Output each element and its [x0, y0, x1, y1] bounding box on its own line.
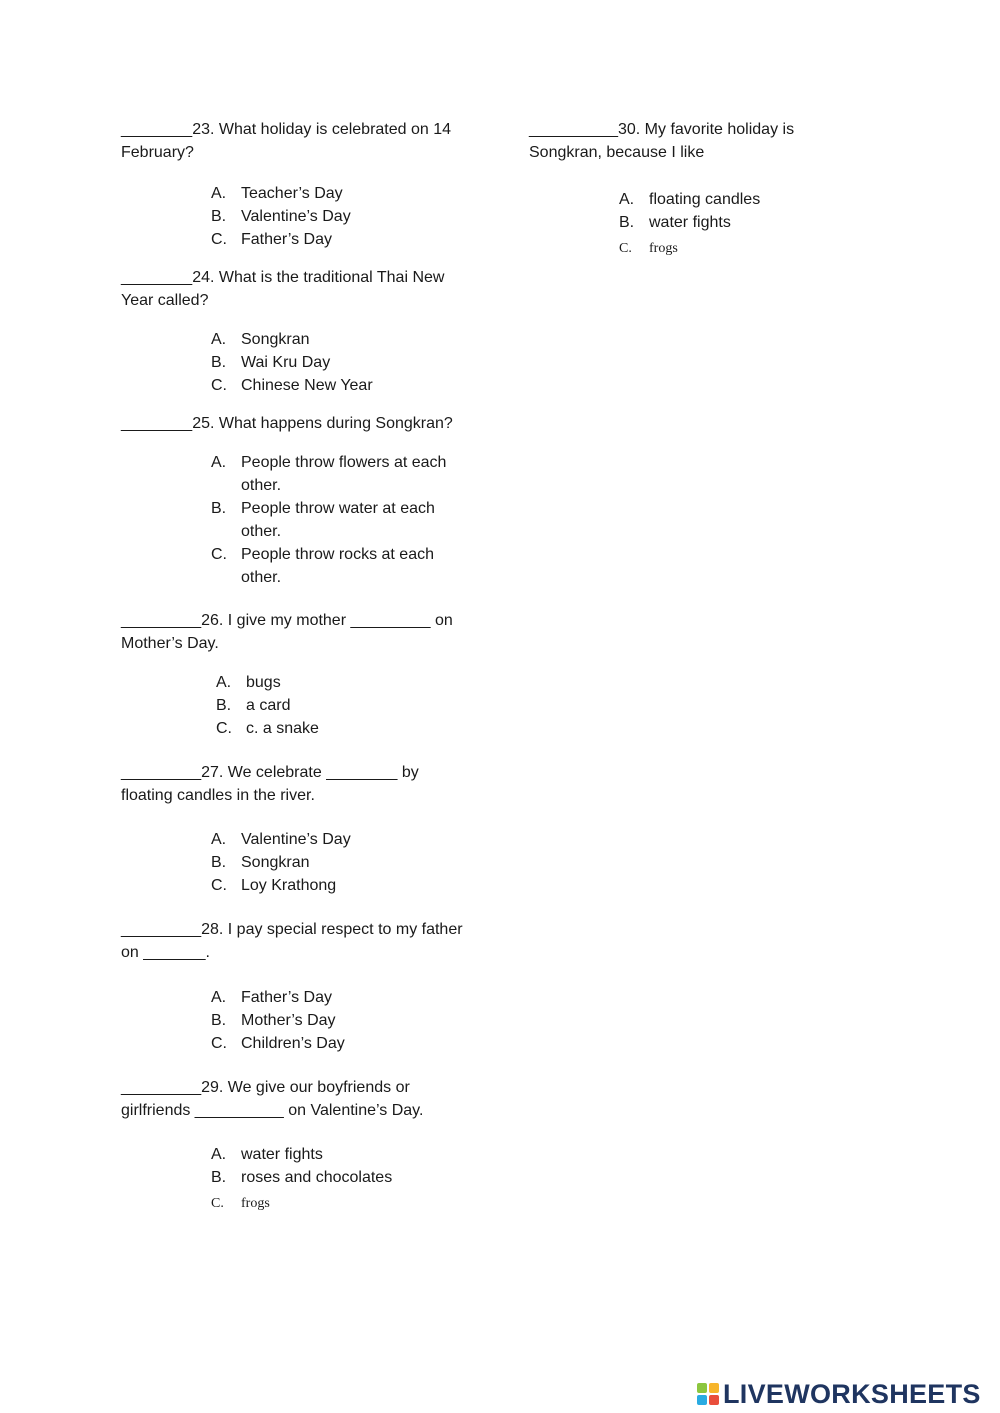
option-c[interactable]: C. Loy Krathong	[211, 877, 337, 894]
logo-square-blue	[697, 1395, 707, 1405]
question-27	[121, 761, 471, 807]
question-24	[121, 266, 471, 312]
option-b[interactable]: B. water fights	[619, 214, 731, 231]
options-28	[211, 986, 471, 1055]
question-prompt: _________27. We celebrate ________ by floating candles in the river.	[121, 764, 419, 804]
logo-square-red	[709, 1395, 719, 1405]
option-b[interactable]: B. Valentine’s Day	[211, 208, 351, 225]
option-c[interactable]: C. People throw rocks at each other.	[211, 546, 434, 586]
question-prompt: _________29. We give our boyfriends or girlfriends __________ on Valentine’s Day.	[121, 1079, 424, 1119]
options-27	[211, 828, 471, 897]
options-26	[216, 671, 471, 740]
options-30	[619, 188, 819, 260]
question-30	[529, 118, 829, 164]
option-b[interactable]: B. Wai Kru Day	[211, 354, 331, 371]
question-prompt: ________24. What is the traditional Thai New Year called?	[121, 269, 445, 309]
option-c[interactable]: C. Children’s Day	[211, 1035, 345, 1052]
question-prompt: ________25. What happens during Songkran?	[121, 415, 453, 432]
option-b[interactable]: B. Songkran	[211, 854, 310, 871]
logo-square-yellow	[709, 1383, 719, 1393]
question-prompt: __________30. My favorite holiday is Songkran, because I like	[529, 121, 795, 161]
option-a[interactable]: A. bugs	[216, 674, 281, 691]
option-a[interactable]: A. Teacher’s Day	[211, 185, 343, 202]
options-23	[211, 182, 471, 251]
question-25	[121, 412, 471, 435]
option-a[interactable]: A. Songkran	[211, 331, 310, 348]
logo-square-green	[697, 1383, 707, 1393]
option-a[interactable]: A. People throw flowers at each other.	[211, 454, 447, 494]
liveworksheets-logo[interactable]	[697, 1376, 981, 1412]
option-a[interactable]: A. water fights	[211, 1146, 323, 1163]
options-29	[211, 1143, 471, 1215]
option-b[interactable]: B. roses and chocolates	[211, 1169, 393, 1186]
logo-mark-icon	[697, 1383, 719, 1405]
logo-text: LIVEWORKSHEETS	[723, 1378, 981, 1409]
option-a[interactable]: A. floating candles	[619, 191, 761, 208]
question-prompt: ________23. What holiday is celebrated on 14 February?	[121, 121, 452, 161]
option-a[interactable]: A. Valentine’s Day	[211, 831, 351, 848]
question-prompt: _________26. I give my mother _________ on Mother’s Day.	[121, 612, 453, 652]
option-c[interactable]: C. frogs	[211, 1196, 270, 1211]
option-b[interactable]: B. a card	[216, 697, 291, 714]
question-prompt: _________28. I pay special respect to my father on _______.	[121, 921, 463, 961]
option-b[interactable]: B. Mother’s Day	[211, 1012, 336, 1029]
option-c[interactable]: C. frogs	[619, 241, 678, 256]
question-23	[121, 118, 471, 164]
option-b[interactable]: B. People throw water at each other.	[211, 500, 435, 540]
option-c[interactable]: C. Chinese New Year	[211, 377, 373, 394]
question-26	[121, 609, 471, 655]
option-c[interactable]: C. Father’s Day	[211, 231, 332, 248]
options-25	[211, 451, 466, 589]
question-28	[121, 918, 471, 964]
question-29	[121, 1076, 471, 1122]
option-a[interactable]: A. Father’s Day	[211, 989, 332, 1006]
options-24	[211, 328, 471, 397]
option-c[interactable]: C. c. a snake	[216, 720, 319, 737]
